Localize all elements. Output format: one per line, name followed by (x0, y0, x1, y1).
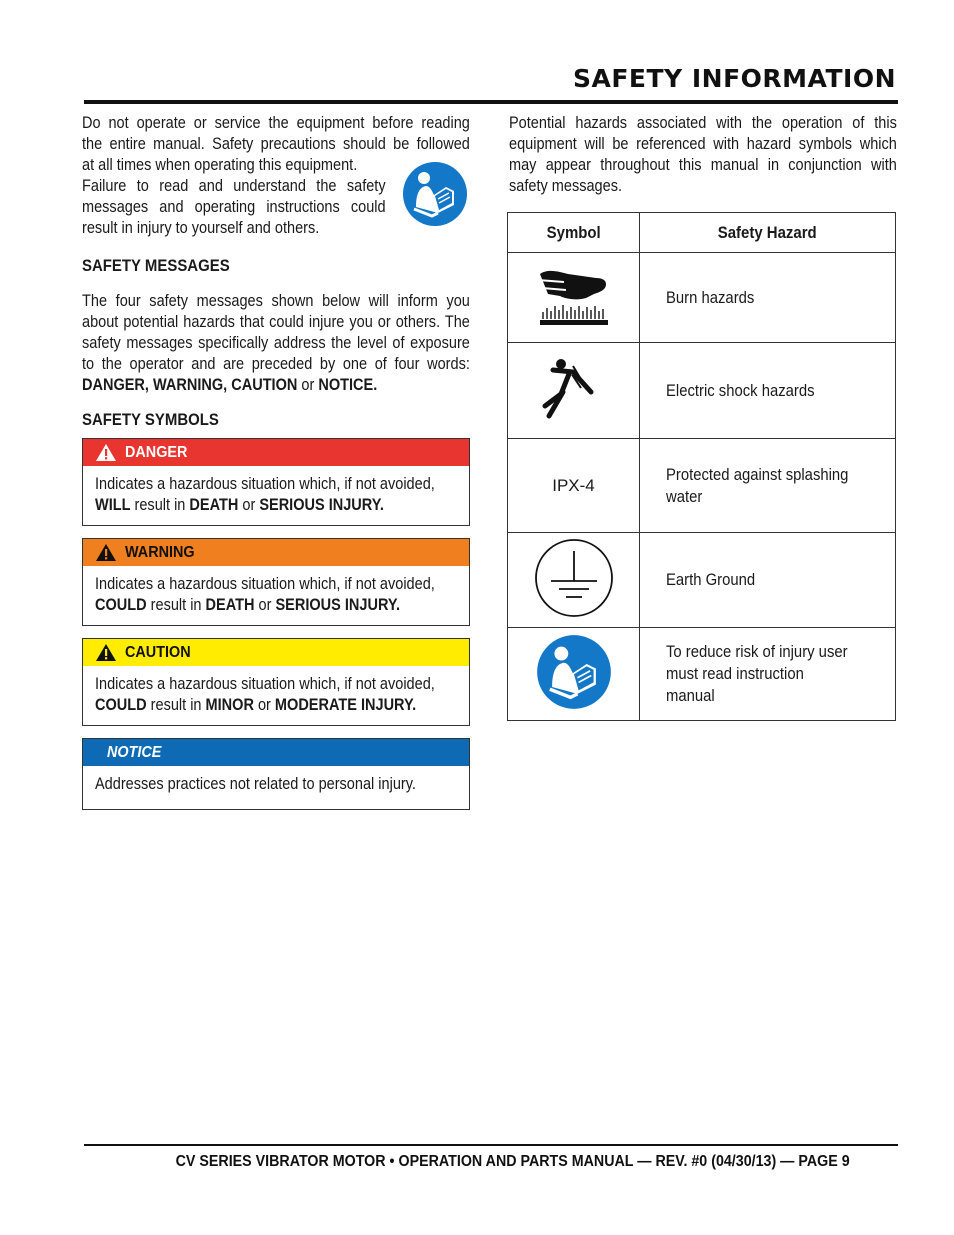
message-text: result in (146, 696, 206, 714)
message-text: Indicates a hazardous situation which, if not avoided, (95, 575, 435, 593)
notice-label: NOTICE (107, 743, 162, 761)
warning-triangle-icon (95, 643, 117, 662)
message-text: Addresses practices not related to personal injury. (95, 775, 416, 793)
read-manual-icon (402, 161, 468, 227)
message-text: result in (130, 496, 190, 514)
message-text: or (238, 496, 260, 514)
message-text: Indicates a hazardous situation which, if not avoided, (95, 675, 435, 693)
message-keyword: SERIOUS INJURY. (259, 496, 384, 514)
message-keyword: MINOR (205, 696, 254, 714)
table-header-row (508, 213, 896, 253)
caution-text (83, 666, 469, 725)
symbol-cell (508, 343, 640, 439)
table-row (508, 343, 896, 439)
safety-symbols-heading: SAFETY SYMBOLS (82, 410, 219, 429)
message-keyword: WILL (95, 496, 131, 514)
hazard-cell (640, 253, 896, 343)
burn-hazard-icon (534, 260, 614, 330)
hazard-cell (640, 439, 896, 533)
caution-label: CAUTION (125, 643, 191, 661)
read-manual-icon (536, 634, 612, 710)
hazard-cell (640, 628, 896, 721)
intro-line: result in injury to yourself and others. (82, 219, 320, 237)
table-row (508, 533, 896, 628)
message-text: or (254, 596, 276, 614)
warning-bar (83, 539, 469, 566)
hazard-cell (640, 533, 896, 628)
electric-shock-icon (539, 356, 609, 420)
signal-words: DANGER, WARNING, CAUTION (82, 376, 298, 394)
warning-label: WARNING (125, 543, 195, 561)
message-keyword: SERIOUS INJURY. (275, 596, 401, 614)
symbol-cell (508, 533, 640, 628)
warning-triangle-icon (95, 543, 117, 562)
intro-line: Failure to read and understand the safety (82, 177, 386, 195)
hazard-intro: Potential hazards associated with the operation of this equipment will be referenced with hazard symbols which may appear throughout this manual in conjunction with safety messages. (509, 114, 897, 195)
hazard-label: To reduce risk of injury user must read instruction manual (666, 643, 848, 705)
table-row (508, 628, 896, 721)
message-keyword: MODERATE INJURY. (274, 696, 417, 714)
message-keyword: COULD (95, 596, 147, 614)
notice-word: NOTICE. (318, 376, 378, 394)
intro-block (82, 113, 470, 239)
message-keyword: COULD (95, 696, 147, 714)
symbol-cell (508, 628, 640, 721)
earth-ground-icon (533, 537, 615, 619)
symbol-cell (508, 253, 640, 343)
hazard-label: Protected against splashing water (666, 465, 849, 506)
intro-line: at all times when operating this equipment. (82, 156, 358, 174)
danger-text (83, 466, 469, 525)
warning-triangle-icon (95, 443, 117, 462)
message-keyword: DEATH (189, 496, 239, 514)
safety-messages-heading: SAFETY MESSAGES (82, 256, 230, 275)
danger-label: DANGER (125, 443, 188, 461)
message-text: result in (146, 596, 206, 614)
notice-text (83, 766, 469, 809)
safety-messages-body: The four safety messages shown below will inform you about potential hazards that could injure you or others. The safety messages specifically address the level of exposure to the operator and are preceded by one of four words: (82, 292, 470, 373)
page-footer: CV SERIES VIBRATOR MOTOR • OPERATION AND PARTS MANUAL — REV. #0 (04/30/13) — PAGE 9 (175, 1153, 850, 1170)
message-text: or (253, 696, 275, 714)
symbol-column-header (508, 213, 640, 253)
warning-text (83, 566, 469, 625)
hazard-column-header (640, 213, 896, 253)
ipx-symbol: IPX-4 (508, 439, 640, 533)
notice-bar (83, 739, 469, 766)
message-keyword: DEATH (205, 596, 255, 614)
hazard-table (507, 212, 896, 721)
intro-line: messages and operating instructions could (82, 198, 386, 216)
footer-rule (84, 1144, 898, 1146)
caution-bar (83, 639, 469, 666)
table-row (508, 253, 896, 343)
danger-bar (83, 439, 469, 466)
right-column (509, 113, 897, 721)
page-title: SAFETY INFORMATION (573, 64, 896, 93)
intro-line: Do not operate or service the equipment before reading (82, 114, 470, 132)
hazard-label: Electric shock hazards (666, 381, 815, 400)
table-row (508, 439, 896, 533)
or-word: or (297, 376, 319, 394)
left-column (82, 113, 470, 822)
symbol-header-label: Symbol (546, 222, 601, 242)
intro-line: the entire manual. Safety precautions should be followed (82, 135, 470, 153)
warning-message (82, 538, 470, 626)
hazard-label: Burn hazards (666, 288, 755, 307)
message-text: Indicates a hazardous situation which, if not avoided, (95, 475, 435, 493)
hazard-label: Earth Ground (666, 571, 756, 589)
hazard-cell (640, 343, 896, 439)
safety-messages-text (82, 291, 470, 396)
notice-message (82, 738, 470, 810)
hazard-header-label: Safety Hazard (718, 222, 817, 242)
header-rule (84, 100, 898, 104)
caution-message (82, 638, 470, 726)
danger-message (82, 438, 470, 526)
